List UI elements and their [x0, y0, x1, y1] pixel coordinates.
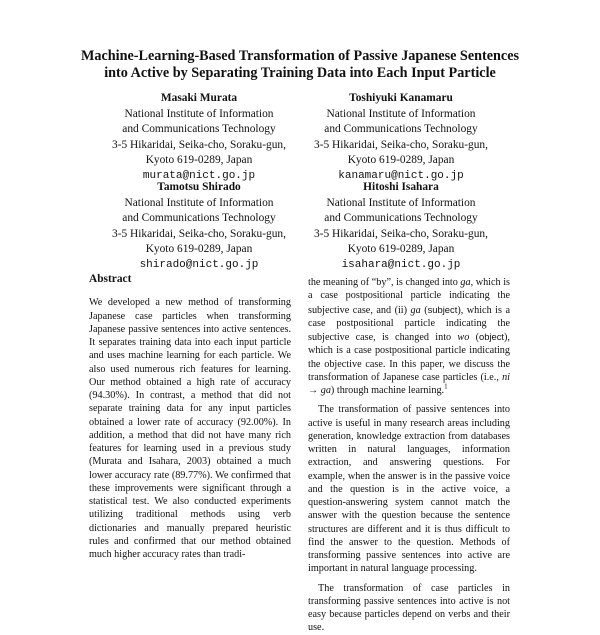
- text-run: ), which is a case postpositional particle indicating the subjective case, is changed into: [308, 304, 510, 343]
- author-address-1: 3-5 Hikaridai, Seika-cho, Soraku-gun,: [112, 138, 286, 151]
- author-address-2: Kyoto 619-0289, Japan: [347, 243, 455, 256]
- gloss-subject: subject: [427, 303, 458, 315]
- author-affiliation-2: and Communications Technology: [122, 212, 276, 225]
- author-affiliation-1: National Institute of Information: [124, 107, 274, 120]
- paper-title: [40, 48, 560, 82]
- author-email: kanamaru@nict.go.jp: [338, 169, 464, 182]
- particle-wo: wo: [457, 332, 470, 343]
- author-affiliation-2: and Communications Technology: [324, 123, 478, 136]
- author-affiliation-1: National Institute of Information: [326, 196, 476, 209]
- author-address-1: 3-5 Hikaridai, Seika-cho, Soraku-gun,: [112, 227, 286, 240]
- author-name: Hitoshi Isahara: [363, 181, 439, 193]
- intro-paragraph-2: The transformation of passive sentences into active is useful in many research areas including generation, knowledge extraction from databases written in natural languages, information extraction, and answering questions. For example, when the answer is in the passive voice and the question is in the active voice, a question-answering system cannot match the answer with the question because the sentence structures are different and it is thus difficult to find the answer to the question. Methods of transforming passive sentences into active are important in natural language processing.: [308, 404, 510, 575]
- author-name: Masaki Murata: [160, 92, 238, 104]
- text-run: the meaning of “by”, is changed into: [308, 277, 461, 288]
- footnote-marker: 1: [444, 382, 448, 391]
- author-email: isahara@nict.go.jp: [341, 258, 461, 271]
- author-address-2: Kyoto 619-0289, Japan: [145, 243, 253, 256]
- author-name: Toshiyuki Kanamaru: [349, 92, 453, 104]
- intro-paragraph-3: The transformation of case particles in transforming passive sentences into active is not easy because particles depend on verbs and their use.: [308, 582, 510, 634]
- author-affiliation-1: National Institute of Information: [124, 196, 274, 209]
- text-run: (: [420, 304, 428, 316]
- author-block-1: [94, 91, 304, 185]
- particle-transformation: ni → ga: [308, 371, 510, 396]
- gloss-object: object: [479, 331, 505, 342]
- particle-ga: ga: [460, 277, 471, 288]
- abstract-column: [89, 273, 291, 561]
- author-block-2: [296, 91, 506, 185]
- abstract-text: We developed a new method of transforming Japanese case particles when transforming Japanese passive sentences into active sentences. It separates training data into each input particle and uses machine learning for each particle. We also used numerous rich features for learning. Our method obtained a high rate of accuracy (94.30%). In contrast, a method that did not separate training data for any input particles obtained a lower rate of accuracy (92.00%). In addition, a method that did not have many rich features for learning used in a previous study (Murata and Isahara, 2003) obtained a much lower accuracy rate (89.77%). We confirmed that these improvements were significant through a statistical test. We also conducted experiments utilizing traditional methods using verb dictionaries and manually prepared heuristic rules and confirmed that our method obtained much higher accuracy rates than tradi-: [89, 297, 291, 560]
- author-block-3: [94, 180, 304, 274]
- author-email: shirado@nict.go.jp: [139, 258, 259, 271]
- intro-paragraph-1: [308, 276, 510, 397]
- text-run: ) through machine learning.: [330, 385, 445, 396]
- text-run: ), which is a case postpositional particle indicating the objective case. In this paper, we discuss the transformation of Japanese case particles (i.e.,: [308, 332, 510, 383]
- title-line-2: into Active by Separating Training Data into Each Input Particle: [104, 65, 496, 81]
- author-affiliation-2: and Communications Technology: [122, 123, 276, 136]
- author-name: Tamotsu Shirado: [157, 181, 241, 193]
- text-run: (: [469, 332, 479, 343]
- particle-ga: ga: [410, 304, 421, 316]
- author-address-2: Kyoto 619-0289, Japan: [347, 154, 455, 167]
- author-address-1: 3-5 Hikaridai, Seika-cho, Soraku-gun,: [314, 138, 488, 151]
- author-affiliation-2: and Communications Technology: [324, 212, 478, 225]
- author-affiliation-1: National Institute of Information: [326, 107, 476, 120]
- author-block-4: [296, 180, 506, 274]
- author-email: murata@nict.go.jp: [142, 169, 256, 182]
- author-address-2: Kyoto 619-0289, Japan: [145, 154, 253, 167]
- author-address-1: 3-5 Hikaridai, Seika-cho, Soraku-gun,: [314, 227, 488, 240]
- title-line-1: Machine-Learning-Based Transformation of Passive Japanese Sentences: [80, 48, 520, 64]
- text-run: , which is a case postpositional particle indicating the subjective case, and (ii): [308, 277, 511, 316]
- body-column-right: [308, 276, 510, 635]
- abstract-heading: Abstract: [89, 273, 132, 285]
